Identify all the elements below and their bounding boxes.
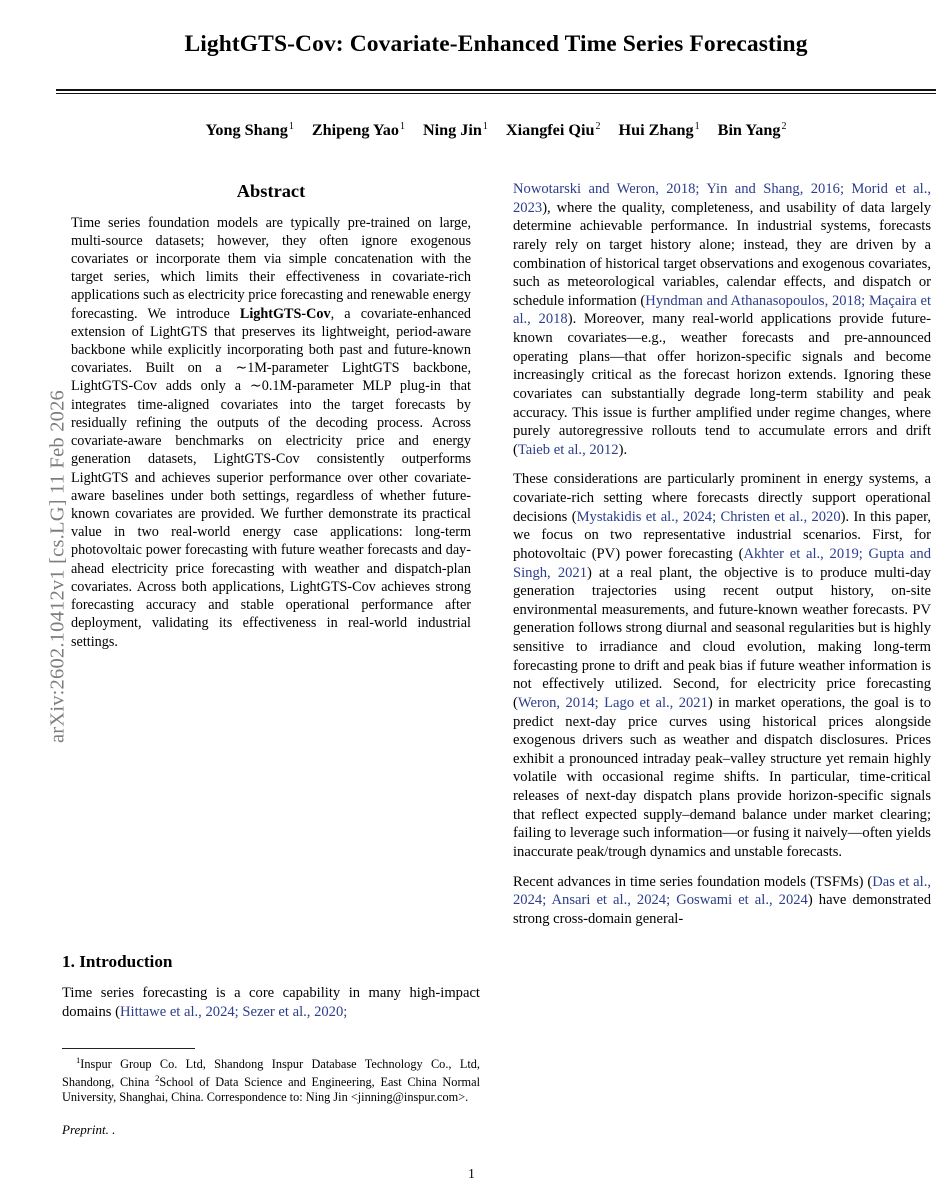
citation-link[interactable]: Taieb et al., 2012 [517, 441, 619, 458]
author-affiliation-marker: 1 [399, 121, 405, 132]
introduction-paragraph-1-left [62, 984, 480, 1021]
author-entry [718, 121, 787, 139]
abstract-heading: Abstract [236, 181, 306, 201]
preprint-notice: Preprint. . [62, 1121, 116, 1137]
affiliation-marker-1: 1 [76, 1055, 81, 1065]
author-affiliation-marker: 1 [482, 121, 488, 132]
intro-p3-a: Recent advances in time series foundation models (TSFMs) ( [513, 873, 873, 890]
page-title: LightGTS-Cov: Covariate-Enhanced Time Series Forecasting [184, 31, 808, 57]
author-name: Xiangfei Qiu [505, 121, 595, 140]
author-name: Yong Shang [205, 121, 288, 140]
intro-p2-b: ). In this paper, we focus on two representative industrial scenarios. First, for photovoltaic (PV) power forecasting ( [513, 508, 932, 562]
footnote-indent-spacer [62, 1057, 76, 1071]
author-name: Ning Jin [422, 121, 482, 140]
author-list [56, 121, 936, 140]
citation-link[interactable]: Das et al., 2024; Ansari et al., 2024; Goswami et al., 2024 [513, 873, 932, 909]
intro-p2-d: ) in market operations, the goal is to predict next-day price curves using historical prices alongside exogenous drivers such as weather and dispatch disclosures. Prices exhibit a pronounced intraday peak–valley structure yet remain highly volatile with occasional regime shifts. In particular, time-critical releases of next-day dispatch plans provide horizon-specific signals that reflect expected supply–demand balance under market clearing; failing to leverage such information—or fusing it naively—often yields inaccurate peak/trough dynamics and unstable forecasts. [513, 694, 932, 860]
introduction-paragraph-2 [513, 470, 931, 861]
title-divider [56, 89, 936, 94]
author-affiliation-marker: 1 [288, 121, 294, 132]
section-heading-introduction: 1. Introduction [62, 952, 173, 971]
intro-p1-body-2: ). Moreover, many real-world applications provide future-known covariates—e.g., weather forecasts and pre-announced operating plans—that offer horizon-specific signals and become increasingly critical as the forecast horizon extends. Ignoring these covariates can substantially degrade long-term stability and peak accuracy. This issue is further amplified under regime changes, where purely autoregressive rollouts tend to accumulate errors and drift ( [513, 311, 931, 458]
page-number: 1 [468, 1166, 475, 1181]
author-affiliation-marker: 2 [595, 121, 601, 132]
author-name: Bin Yang [717, 121, 781, 140]
intro-p2-a: These considerations are particularly prominent in energy systems, a covariate-rich setting where forecasts directly support operational decisions ( [513, 471, 931, 525]
intro-p1-body: ), where the quality, completeness, and usability of data largely determine achievable performance. In industrial systems, forecasts rarely rely on target history alone; instead, they are driven by a combination of historical target observations and exogenous covariates, such as meteorological variables, calendar effects, and dispatch or schedule information ( [513, 199, 931, 309]
intro-p1-body-3: ). [618, 441, 628, 458]
introduction-block [62, 952, 480, 1021]
citation-link[interactable]: Hittawe et al., 2024; Sezer et al., 2020; [119, 1003, 348, 1020]
author-entry [312, 121, 405, 139]
intro-p1-text: Time series forecasting is a core capability in many high-impact domains ( [62, 985, 480, 1020]
author-name: Zhipeng Yao [311, 121, 399, 140]
intro-p2-c: ) at a real plant, the objective is to produce multi-day generation trajectories using recent output history, on-site environmental measurements, and future-known weather forecasts. PV generation follows strong diurnal and seasonal regularities but is highly sensitive to irradiance and cloud evolution, making long-term forecasting prone to drift and peak bias if future weather information is not effectively utilized. Second, for electricity price forecasting ( [513, 564, 932, 711]
citation-link[interactable]: Nowotarski and Weron, 2018; Yin and Shang, 2016; Morid et al., 2023 [513, 181, 931, 216]
author-entry [619, 121, 700, 139]
model-name: LightGTS-Cov [239, 305, 331, 322]
citation-link[interactable]: Weron, 2014; Lago et al., 2021 [517, 694, 708, 711]
author-entry [423, 121, 488, 139]
affiliation-marker-2: 2 [155, 1072, 160, 1083]
author-name: Hui Zhang [618, 121, 694, 140]
affiliation-text-2: School of Data Science and Engineering, East China Normal University, Shanghai, China. Correspondence to: Ning Jin <jinning@inspur.com>. [62, 1074, 480, 1105]
abstract-part-2: , a covariate-enhanced extension of LightGTS that preserves its lightweight, period-aware backbone while explicitly incorporating both past and future-known covariates. Built on a ∼1M-parameter LightGTS backbone, LightGTS-Cov adds only a ∼0.1M-parameter MLP plug-in that integrates time-aligned covariates into the target forecasts by residually refining the outputs of the decoding process. Across covariate-aware benchmarks on electricity price and energy generation datasets, LightGTS-Cov consistently outperforms LightGTS and achieves superior performance over other covariate-aware baselines under both settings, regardless of whether future-known covariates are provided. We further demonstrate its practical value in two real-world energy case applications: long-term photovoltaic power forecasting with future weather forecasts and day-ahead electricity price forecasting with weather and dispatch-plan covariates. Across both applications, LightGTS-Cov achieves strong forecasting accuracy and stable operational performance after deployment, validating its effectiveness in real-world industrial settings. [71, 305, 471, 650]
affiliation-footnote [62, 1055, 480, 1106]
citation-link[interactable]: Akhter et al., 2019; Gupta and Singh, 2021 [513, 545, 932, 581]
intro-p3-b: ) have demonstrated strong cross-domain general- [513, 892, 931, 927]
title-area [56, 22, 936, 94]
introduction-paragraph-1-right [513, 180, 931, 459]
author-affiliation-marker: 1 [694, 121, 700, 132]
footnote-block [62, 1048, 480, 1151]
citation-link[interactable]: Hyndman and Athanasopoulos, 2018; Maçaira et al., 2018 [513, 292, 931, 328]
right-column [513, 180, 931, 939]
arxiv-stamp: arXiv:2602.10412v1 [cs.LG] 11 Feb 2026 [46, 389, 69, 744]
introduction-paragraph-3 [513, 873, 931, 929]
abstract-part-1: Time series foundation models are typically pre-trained on large, multi-source datasets; however, they often ignore exogenous covariates or incorporate them via simple concatenation with the target series, which limits their effectiveness in covariate-rich applications such as electricity price forecasting and renewable energy forecasting. We introduce [71, 214, 471, 322]
author-entry [506, 121, 601, 139]
citation-link[interactable]: Mystakidis et al., 2024; Christen et al., 2020 [576, 508, 841, 525]
author-entry [206, 121, 294, 139]
footnote-divider [62, 1048, 195, 1049]
author-affiliation-marker: 2 [781, 121, 787, 132]
affiliation-text-1: Inspur Group Co. Ltd, Shandong Inspur Database Technology Co., Ltd, Shandong, China [62, 1057, 480, 1089]
abstract-text [62, 214, 480, 651]
left-column [62, 180, 480, 651]
